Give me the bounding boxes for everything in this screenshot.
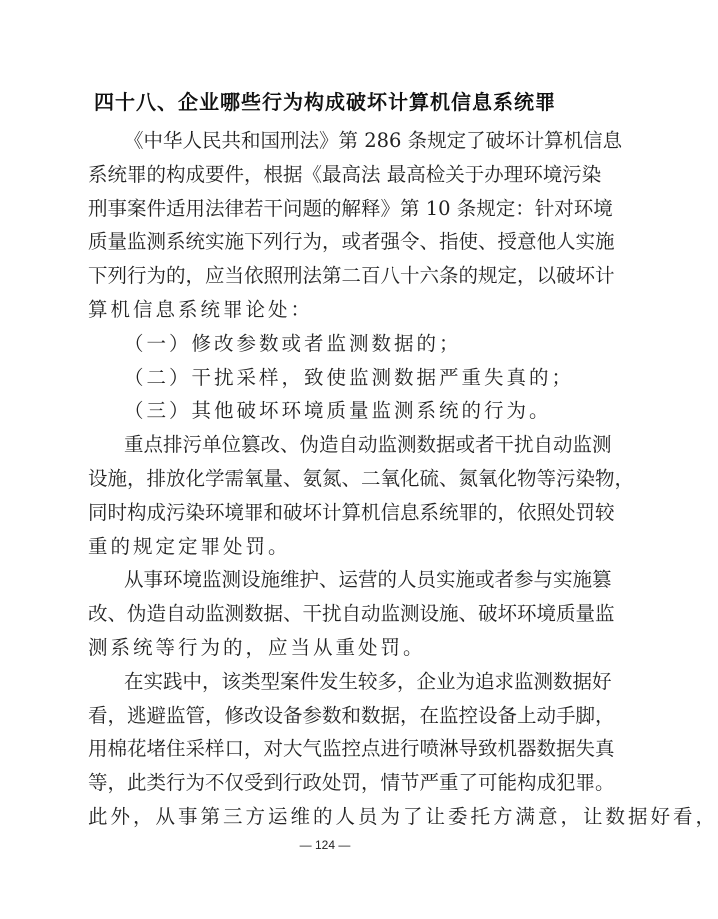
paragraph — [88, 563, 615, 664]
text-line: 算机信息系统罪论处： — [88, 297, 314, 321]
text-line: 同时构成污染环境罪和破坏计算机信息系统罪的，依照处罚较 — [88, 500, 615, 524]
page-number: — 124 — — [299, 838, 351, 852]
text-line: 此外，从事第三方运维的人员为了让委托方满意，让数据好看， — [88, 804, 718, 828]
section-title: 四十八、企业哪些行为构成破坏计算机信息系统罪 — [94, 90, 556, 114]
text-line: 《中华人民共和国刑法》第 286 条规定了破坏计算机信息 — [124, 129, 623, 152]
text-line: 质量监测系统实施下列行为，或者强令、指使、授意他人实施 — [88, 230, 615, 254]
text-line: （二）干扰采样，致使监测数据严重失真的； — [124, 365, 575, 389]
paragraph — [88, 665, 718, 834]
text-line: 测系统等行为的，应当从重处罚。 — [88, 635, 426, 659]
text-line: 在实践中，该类型案件发生较多，企业为追求监测数据好 — [124, 669, 612, 693]
text-line: 设施，排放化学需氧量、氨氮、二氧化硫、氮氧化物等污染物， — [88, 466, 635, 490]
text-line: 重的规定定罪处罚。 — [88, 534, 291, 558]
text-line: 看，逃避监管，修改设备参数和数据，在监控设备上动手脚， — [88, 703, 615, 727]
text-line: 重点排污单位篡改、伪造自动监测数据或者干扰自动监测 — [124, 433, 612, 457]
document-body — [88, 124, 718, 834]
text-line: 下列行为的，应当依照刑法第二百八十六条的规定，以破坏计 — [88, 264, 615, 288]
text-line: （一）修改参数或者监测数据的； — [124, 331, 462, 355]
text-line: 刑事案件适用法律若干问题的解释》第 10 条规定：针对环境 — [88, 196, 613, 220]
paragraph — [88, 361, 575, 395]
paragraph — [88, 394, 568, 428]
paragraph — [88, 327, 568, 361]
text-line: 从事环境监测设施维护、运营的人员实施或者参与实施篡 — [124, 568, 612, 592]
text-line: 用棉花堵住采样口，对大气监控点进行喷淋导致机器数据失真 — [88, 737, 615, 761]
text-line: 系统罪的构成要件，根据《最高法 最高检关于办理环境污染 — [88, 162, 602, 186]
paragraph — [88, 124, 623, 327]
paragraph — [88, 428, 635, 563]
text-line: 等，此类行为不仅受到行政处罚，情节严重了可能构成犯罪。 — [88, 771, 615, 795]
text-line: （三）其他破坏环境质量监测系统的行为。 — [124, 399, 552, 423]
text-line: 改、伪造自动监测数据、干扰自动监测设施、破坏环境质量监 — [88, 602, 615, 626]
